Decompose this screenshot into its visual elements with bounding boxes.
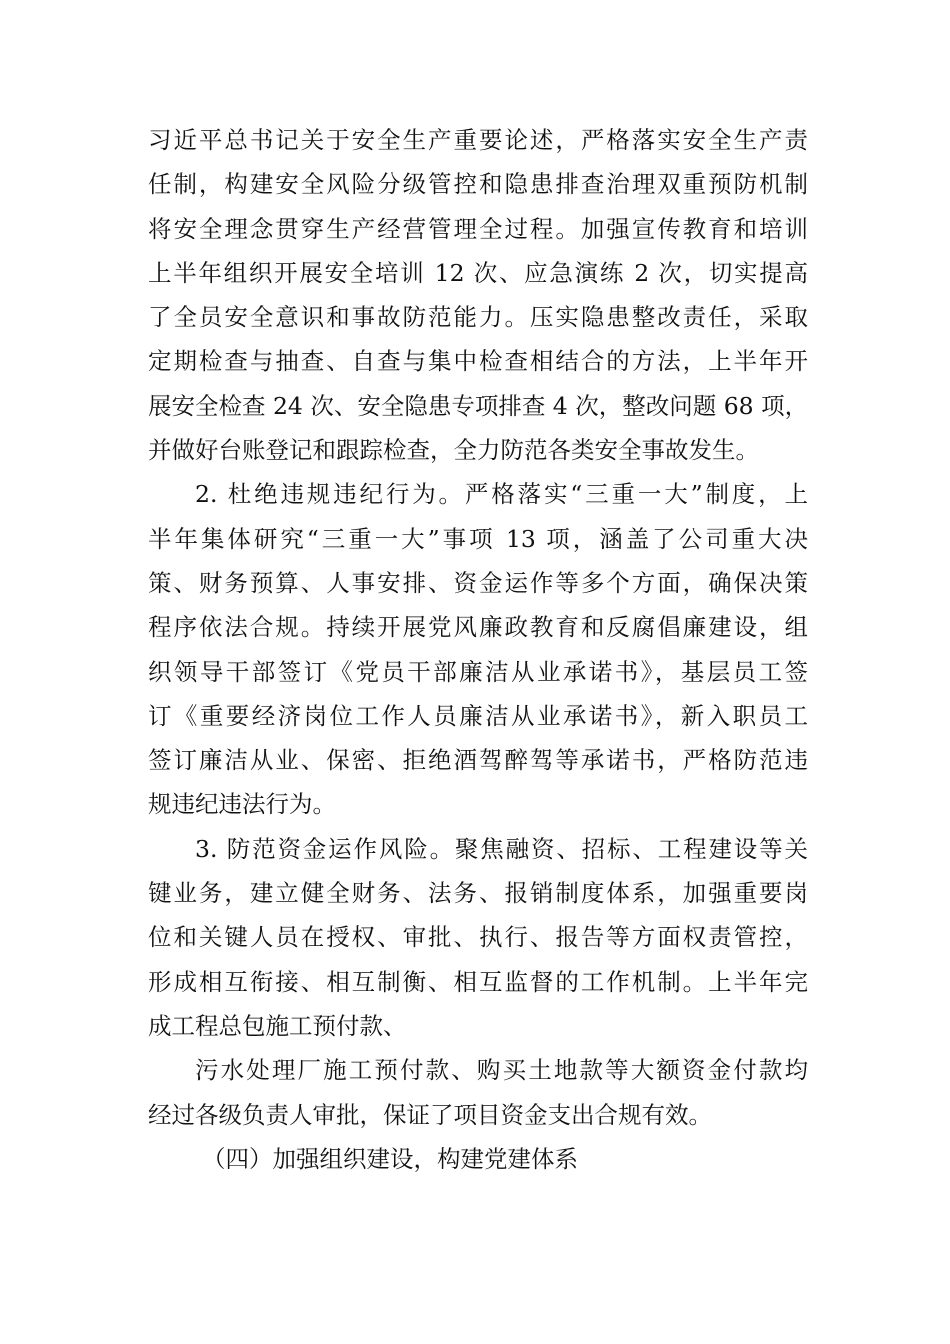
text-line: 经过各级负责人审批，保证了项目资金支出合规有效。 — [148, 1100, 712, 1129]
text-line: 位和关键人员在授权、审批、执行、报告等方面权责管控， — [148, 923, 808, 952]
text-line: 形成相互衔接、相互制衡、相互监督的工作机制。上半年完 — [148, 967, 808, 996]
text-line: 键业务，建立健全财务、法务、报销制度体系，加强重要岗 — [148, 879, 808, 908]
text-line: 规违纪违法行为。 — [148, 790, 336, 819]
text-line: 半年集体研究“三重一大”事项 13 项，涵盖了公司重大决 — [148, 524, 808, 553]
section-heading: （四）加强组织建设，构建党建体系 — [202, 1144, 578, 1173]
text-line: 展安全检查 24 次、安全隐患专项排查 4 次，整改问题 68 项， — [148, 391, 809, 420]
text-line: 2. 杜绝违规违纪行为。严格落实“三重一大”制度，上 — [195, 480, 808, 509]
text-line: 织领导干部签订《党员干部廉洁从业承诺书》，基层员工签 — [148, 657, 808, 686]
text-line: 成工程总包施工预付款、 — [148, 1011, 407, 1040]
text-line: 上半年组织开展安全培训 12 次、应急演练 2 次，切实提高 — [148, 258, 808, 287]
text-line: 污水处理厂施工预付款、购买土地款等大额资金付款均 — [195, 1056, 808, 1085]
text-line: 签订廉洁从业、保密、拒绝酒驾醉驾等承诺书，严格防范违 — [148, 746, 808, 775]
document-body — [148, 118, 808, 1181]
text-line: 了全员安全意识和事故防范能力。压实隐患整改责任，采取 — [148, 303, 808, 332]
text-line: 定期检查与抽查、自查与集中检查相结合的方法，上半年开 — [148, 347, 808, 376]
text-line: 3. 防范资金运作风险。聚焦融资、招标、工程建设等关 — [195, 834, 808, 863]
text-line: 任制，构建安全风险分级管控和隐患排查治理双重预防机制 — [148, 170, 808, 199]
text-line: 并做好台账登记和跟踪检查，全力防范各类安全事故发生。 — [148, 436, 759, 465]
text-line: 将安全理念贯穿生产经营管理全过程。加强宣传教育和培训 — [148, 214, 808, 243]
text-line: 订《重要经济岗位工作人员廉洁从业承诺书》，新入职员工 — [148, 701, 808, 730]
text-line: 策、财务预算、人事安排、资金运作等多个方面，确保决策 — [148, 568, 808, 597]
text-line: 程序依法合规。持续开展党风廉政教育和反腐倡廉建设，组 — [148, 613, 808, 642]
text-line: 习近平总书记关于安全生产重要论述，严格落实安全生产责 — [148, 126, 808, 154]
